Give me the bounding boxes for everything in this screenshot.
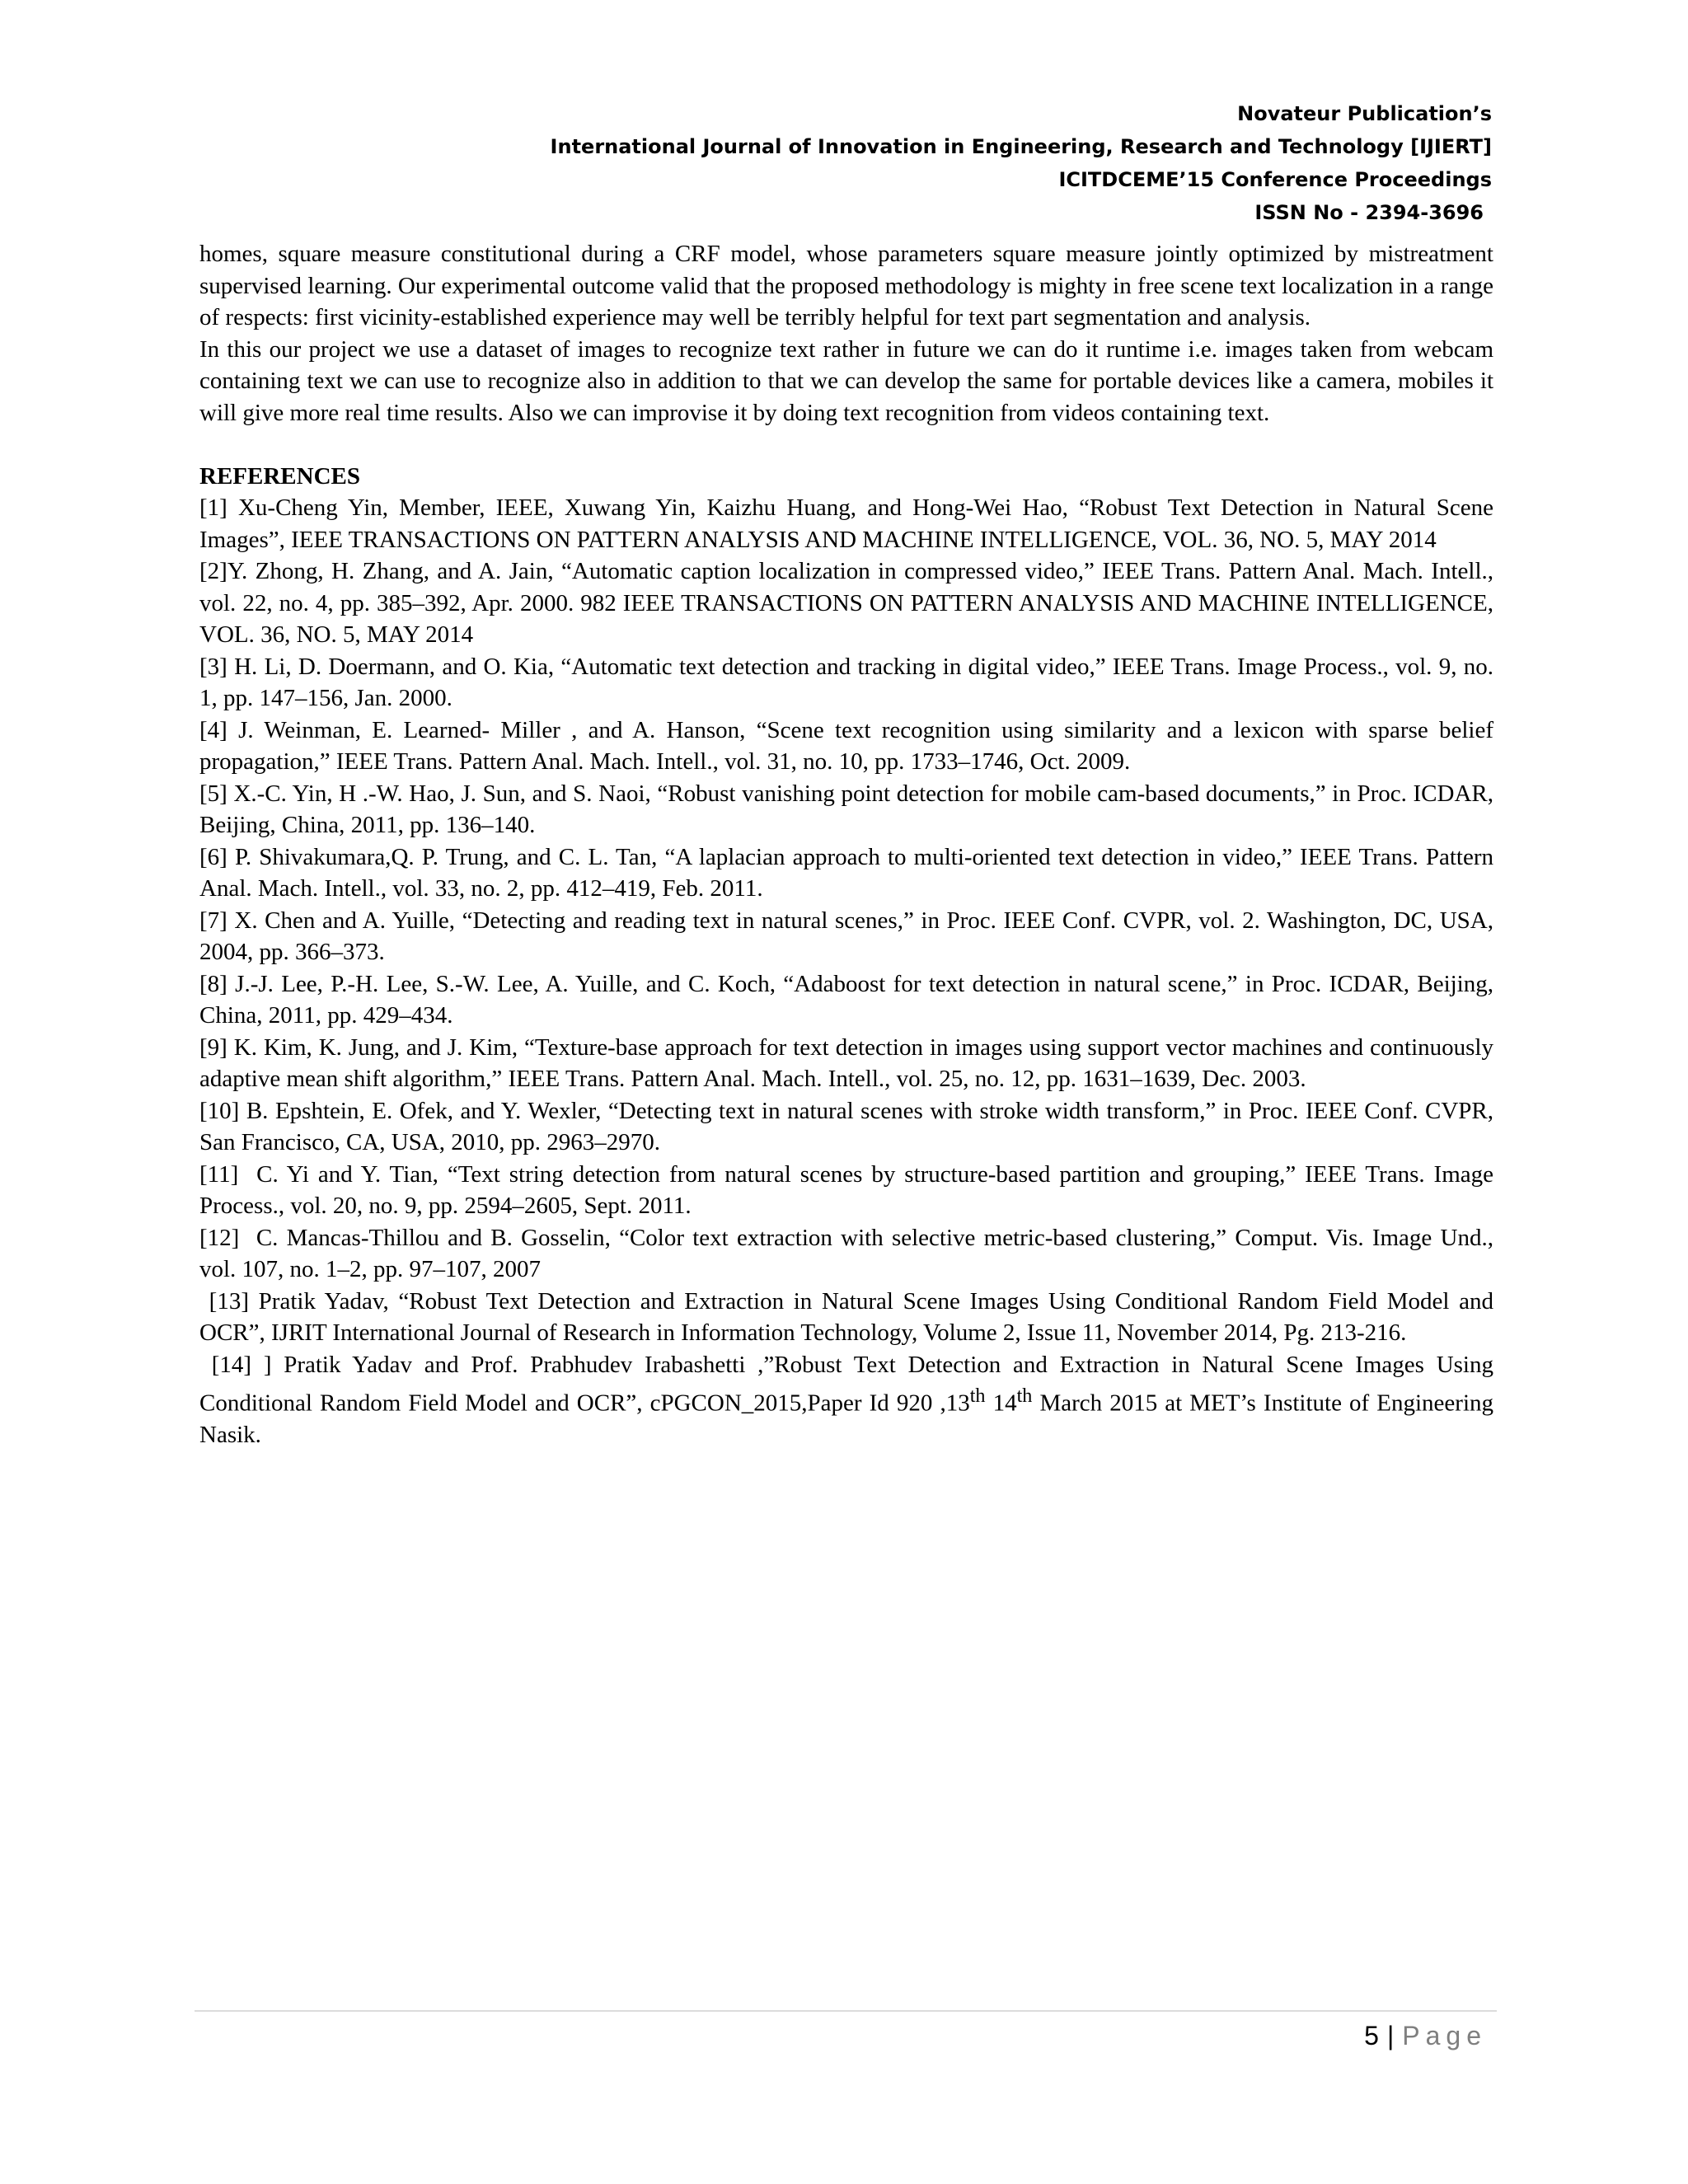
reference-item [199, 1349, 1493, 1451]
page-label: Page [1402, 2021, 1487, 2050]
reference-item [199, 1286, 1493, 1349]
reference-text: 14 [985, 1390, 1017, 1417]
reference-number: [5] [199, 780, 234, 807]
reference-text: Y. Zhong, H. Zhang, and A. Jain, “Automatic caption localization in compressed video,” IEEE Trans. Pattern Anal. Mach. Intell., vol. 22, no. 4, pp. 385–392, Apr. 2000. 982 IEEE TRANSACTIONS ON PATTERN ANALYSIS AND MACHINE INTELLIGENCE, VOL. 36, NO. 5, MAY 2014 [199, 558, 1493, 648]
reference-text: B. Epshtein, E. Ofek, and Y. Wexler, “Detecting text in natural scenes with stroke width transform,” in Proc. IEEE Conf. CVPR, San Francisco, CA, USA, 2010, pp. 2963–2970. [199, 1097, 1493, 1155]
reference-list [199, 492, 1493, 1349]
body-paragraph: homes, square measure constitutional during a CRF model, whose parameters square measure jointly optimized by mistreatment supervised learning. Our experimental outcome valid that the proposed methodology is mighty in free scene text localization in a range of respects: first vicinity-established experience may well be terribly helpful for text part segmentation and analysis. [199, 241, 1493, 330]
reference-text: Xu-Cheng Yin, Member, IEEE, Xuwang Yin, Kaizhu Huang, and Hong-Wei Hao, “Robust Text Detection in Natural Scene Images”, IEEE TRANSACTIONS ON PATTERN ANALYSIS AND MACHINE INTELLIGENCE, VOL. 36, NO. 5, MAY 2014 [199, 494, 1493, 553]
reference-item [199, 968, 1493, 1032]
reference-item [199, 1032, 1493, 1095]
reference-number: [13] [199, 1287, 259, 1315]
reference-text: C. Yi and Y. Tian, “Text string detection from natural scenes by structure-based partition and grouping,” IEEE Trans. Image Process., vol. 20, no. 9, pp. 2594–2605, Sept. 2011. [199, 1160, 1493, 1219]
conference-title: ICITDCEME’15 Conference Proceedings [1058, 168, 1492, 191]
reference-text: P. Shivakumara,Q. P. Trung, and C. L. Tan, “A laplacian approach to multi-oriented text detection in video,” IEEE Trans. Pattern Anal. Mach. Intell., vol. 33, no. 2, pp. 412–419, Feb. 2011. [199, 843, 1493, 902]
footer-divider [195, 2010, 1497, 2012]
body-paragraph: In this our project we use a dataset of images to recognize text rather in future we can do it runtime i.e. images taken from webcam containing text we can use to recognize also in addition to that we can develop the same for portable devices like a camera, mobiles it will give more real time results. Also we can improvise it by doing text recognition from videos containing text. [199, 335, 1493, 426]
footer-separator: | [1386, 2021, 1395, 2050]
reference-item [199, 1095, 1493, 1159]
reference-item [199, 492, 1493, 555]
reference-number: [9] [199, 1033, 234, 1061]
reference-text: X.-C. Yin, H .-W. Hao, J. Sun, and S. Naoi, “Robust vanishing point detection for mobile cam-based documents,” in Proc. ICDAR, Beijing, China, 2011, pp. 136–140. [199, 780, 1493, 838]
reference-number: [1] [199, 494, 238, 521]
reference-text: H. Li, D. Doermann, and O. Kia, “Automatic text detection and tracking in digital video,” IEEE Trans. Image Process., vol. 9, no. 1, pp. 147–156, Jan. 2000. [199, 653, 1493, 711]
reference-item [199, 651, 1493, 715]
reference-text: March 2015 at MET’s Institute of Engineering Nasik. [199, 1390, 1493, 1449]
page-content [199, 238, 1493, 1451]
page-header [551, 97, 1492, 229]
reference-item [199, 1222, 1493, 1286]
reference-text: J.-J. Lee, P.-H. Lee, S.-W. Lee, A. Yuille, and C. Koch, “Adaboost for text detection in natural scene,” in Proc. ICDAR, Beijing, China, 2011, pp. 429–434. [199, 970, 1493, 1029]
reference-text: X. Chen and A. Yuille, “Detecting and reading text in natural scenes,” in Proc. IEEE Conf. CVPR, vol. 2. Washington, DC, USA, 2004, pp. 366–373. [199, 907, 1493, 965]
reference-text: K. Kim, K. Jung, and J. Kim, “Texture-base approach for text detection in images using support vector machines and continuously adaptive mean shift algorithm,” IEEE Trans. Pattern Anal. Mach. Intell., vol. 25, no. 12, pp. 1631–1639, Dec. 2003. [199, 1033, 1493, 1092]
reference-item [199, 1159, 1493, 1222]
reference-text: J. Weinman, E. Learned- Miller , and A. Hanson, “Scene text recognition using similarity and a lexicon with sparse belief propagation,” IEEE Trans. Pattern Anal. Mach. Intell., vol. 31, no. 10, pp. 1733–1746, Oct. 2009. [199, 716, 1493, 775]
reference-text: C. Mancas-Thillou and B. Gosselin, “Color text extraction with selective metric-based clustering,” Comput. Vis. Image Und., vol. 107, no. 1–2, pp. 97–107, 2007 [199, 1224, 1493, 1282]
page-footer [1364, 2017, 1487, 2055]
reference-item [199, 905, 1493, 968]
references-heading: REFERENCES [199, 462, 360, 490]
reference-number: [12] [199, 1224, 256, 1251]
section-spacer [199, 429, 1493, 461]
publisher-name: Novateur Publication’s [1237, 102, 1492, 125]
ordinal-suffix: th [969, 1385, 986, 1407]
reference-item [199, 778, 1493, 841]
reference-number: [2] [199, 558, 227, 584]
journal-title: International Journal of Innovation in Engineering, Research and Technology [IJIERT] [550, 135, 1492, 158]
ordinal-suffix: th [1016, 1385, 1033, 1407]
page-number: 5 [1364, 2021, 1379, 2050]
reference-text: ] Pratik Yadav and Prof. Prabhudev Irabashetti ,”Robust Text Detection and Extraction in Natural Scene Images Using Conditional Random Field Model and OCR”, cPGCON_2015,Paper Id 920 ,13 [199, 1351, 1493, 1417]
reference-item [199, 555, 1493, 651]
reference-number: [7] [199, 907, 235, 934]
reference-number: [6] [199, 843, 235, 870]
issn-number: ISSN No - 2394-3696 [1254, 201, 1484, 224]
reference-number: [8] [199, 970, 236, 997]
reference-number: [3] [199, 653, 235, 680]
reference-number: [14] [199, 1351, 264, 1378]
reference-number: [11] [199, 1160, 257, 1188]
reference-item [199, 841, 1493, 905]
reference-number: [10] [199, 1097, 246, 1124]
reference-text: Pratik Yadav, “Robust Text Detection and Extraction in Natural Scene Images Using Conditional Random Field Model and OCR”, IJRIT International Journal of Research in Information Technology, Volume 2, Issue 11, November 2014, Pg. 213-216. [199, 1287, 1493, 1346]
reference-item [199, 715, 1493, 778]
reference-number: [4] [199, 716, 239, 743]
